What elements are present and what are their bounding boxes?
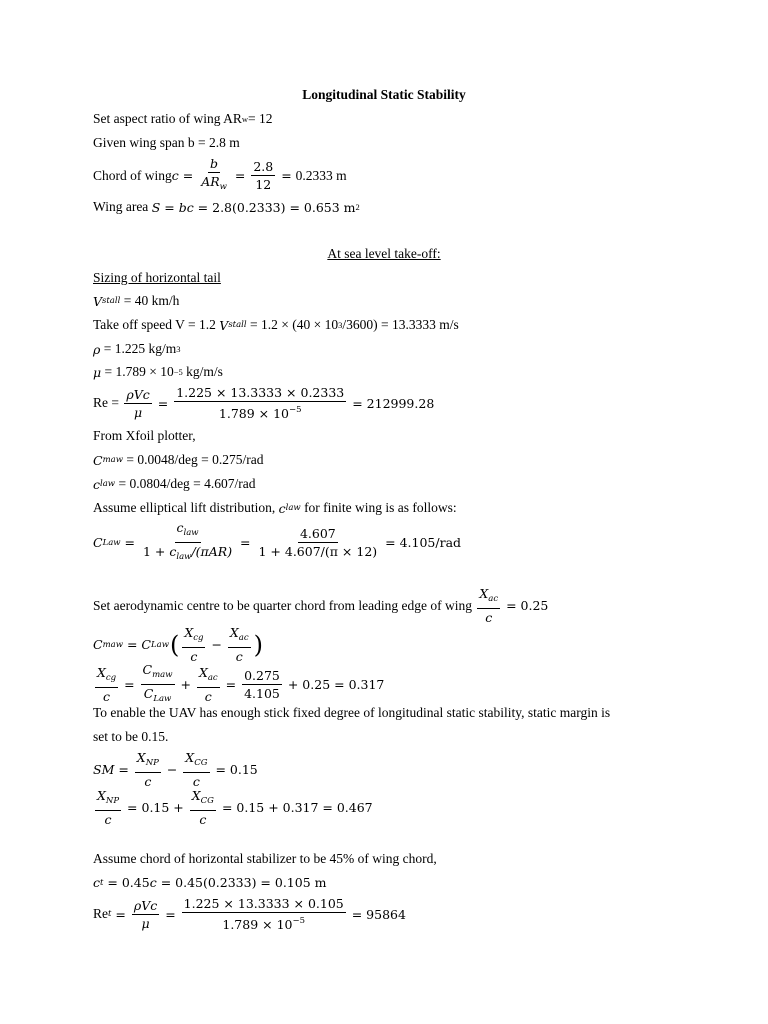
aspect-ratio-line: Set aspect ratio of wing AR w = 12 [93, 111, 273, 126]
fraction: $\frac{b}{AR_w}$ [201, 156, 227, 192]
tail-reynolds-equation: Re t = $\frac{\text{ρVc}}{\mu}$ = $\frac{1.225 \times 13.3333 \times 0.105}{1.789 \times 10^{-5}}$ = 95864 [93, 896, 406, 932]
reynolds-equation: Re = $\frac{\text{ρVc}}{\mu}$ = $\frac{1.225 \times 13.3333 \times 0.2333}{1.789 \times 10^{-5}}$ = 212999.28 [93, 385, 435, 421]
aerodynamic-centre-line: Set aerodynamic centre to be quarter chord from leading edge of wing $\frac{X_{ac}}{c}$ = 0.25 [93, 586, 549, 625]
neutral-point-equation: $\frac{X_{NP}}{c}$ = 0.15 + $\frac{X_{CG}}{c}$ = 0.15 + 0.317 = 0.467 [97, 788, 373, 827]
fraction: $\frac{c_{law}}{1 + c_{law}/(\pi AR)}$ [143, 520, 233, 562]
fraction: $\frac{4.607}{1 + 4.607/(\pi \times 12)}$ [258, 526, 378, 559]
fraction: $\frac{2.8}{12}$ [253, 159, 274, 192]
static-margin-equation: SM = $\frac{X_{NP}}{c}$ − $\frac{X_{CG}}{c}$ = 0.15 [93, 750, 258, 789]
density-equation: ρ = 1.225 kg/m 3 [93, 341, 181, 357]
fraction: $\frac{X_{CG}}{c}$ [191, 788, 214, 827]
cmaw-equation: C maw = 0.0048/deg = 0.275/rad [93, 452, 264, 468]
fraction: $\frac{X_{ac}}{c}$ [479, 586, 499, 625]
fraction: $\frac{1.225 \times 13.3333 \times 0.105}{1.789 \times 10^{-5}}$ [183, 896, 344, 932]
static-margin-text-1: To enable the UAV has enough stick fixed degree of longitudinal static stability, static margin is [93, 705, 611, 720]
subsection-heading: Sizing of horizontal tail [93, 270, 221, 285]
fraction: $\frac{\text{ρVc}}{\mu}$ [126, 386, 150, 420]
takeoff-speed-equation: Take off speed V = 1.2 V stall = 1.2 × (40 × 10 3 /3600) = 13.3333 m/s [93, 317, 459, 333]
xcg-equation: $\frac{X_{cg}}{c}$ = $\frac{C_{maw}}{C_{Law}}$ + $\frac{X_{ac}}{c}$ = $\frac{0.275}{4.105}$ + 0.25 = 0.317 [93, 662, 384, 707]
fraction: $\frac{C_{maw}}{C_{Law}}$ [142, 662, 173, 704]
fraction: $\frac{\text{ρVc}}{\mu}$ [133, 897, 158, 931]
section-heading: At sea level take-off: [327, 246, 441, 261]
tail-chord-equation: c t = 0.45 c = 0.45(0.2333) = 0.105 m [93, 875, 327, 890]
fraction: $\frac{X_{ac}}{c}$ [229, 625, 249, 664]
moment-equation: C maw = C Law ( $\frac{X_{cg}}{c}$ − $\frac{X_{ac}}{c}$ ) [93, 625, 263, 664]
fraction: $\frac{X_{ac}}{c}$ [198, 665, 218, 704]
fraction: $\frac{X_{cg}}{c}$ [184, 625, 204, 664]
page-title: Longitudinal Static Stability [302, 87, 466, 102]
wing-area-equation: Wing area S = bc = 2.8(0.2333) = 0.653 m 2 [93, 199, 360, 215]
static-margin-text-2: set to be 0.15. [93, 729, 169, 744]
fraction: $\frac{X_{cg}}{c}$ [97, 665, 117, 704]
fraction: $\frac{1.225 \times 13.3333 \times 0.2333}{1.789 \times 10^{-5}}$ [176, 385, 345, 421]
chord-equation: Chord of wing c = $\frac{b}{AR_w}$ = $\frac{2.8}{12}$ = 0.2333 m [93, 156, 347, 195]
elliptical-assumption-line: Assume elliptical lift distribution, c law for finite wing is as follows: [93, 500, 457, 516]
left-paren: ( [169, 630, 180, 659]
viscosity-equation: μ = 1.789 × 10 −5 kg/m/s [93, 364, 223, 380]
fraction: $\frac{X_{NP}}{c}$ [136, 750, 159, 789]
fraction: $\frac{0.275}{4.105}$ [244, 668, 280, 701]
fraction: $\frac{X_{CG}}{c}$ [185, 750, 208, 789]
fraction: $\frac{X_{NP}}{c}$ [97, 788, 120, 827]
stabilizer-chord-assumption: Assume chord of horizontal stabilizer to be 45% of wing chord, [93, 851, 437, 866]
vstall-equation: V stall = 40 km/h [93, 293, 180, 309]
right-paren: ) [253, 630, 263, 659]
wing-span-line: Given wing span b = 2.8 m [93, 135, 240, 150]
claw-equation: c law = 0.0804/deg = 4.607/rad [93, 476, 256, 492]
xfoil-line: From Xfoil plotter, [93, 428, 196, 443]
claw-finite-equation: C Law = $\frac{c_{law}}{1 + c_{law}/(\pi AR)}$ = $\frac{4.607}{1 + 4.607/(\pi \times 12)}$ = 4.105/rad [93, 520, 461, 565]
